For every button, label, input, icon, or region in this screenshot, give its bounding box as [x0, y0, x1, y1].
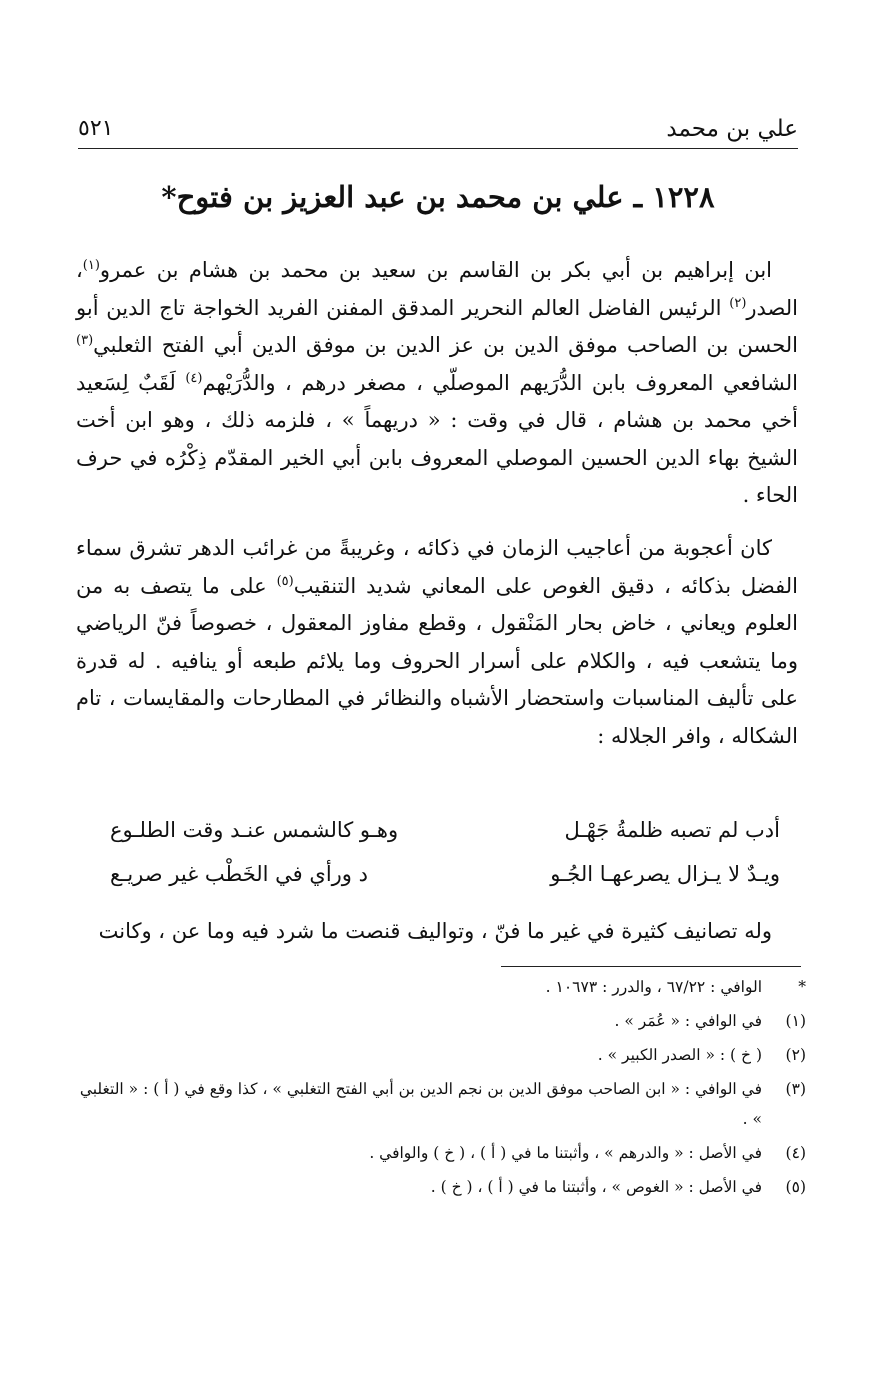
- footnote-ref-5: (٥): [276, 573, 294, 589]
- footnote-rule: [501, 966, 801, 967]
- paragraph-text: الرئيس الفاضل العالم النحرير المدقق المفنن الفريد الخواجة تاج الدين أبو الحسن بن الصاحب موفق الدين بن عز الدين بن موفق الدين أبي الفتح الثعلبي: [76, 295, 798, 357]
- footnote-ref-3: (٣): [76, 333, 94, 348]
- header-rule: [78, 148, 798, 149]
- footnote-mark: (٣): [785, 1080, 806, 1098]
- works-paragraph: [76, 913, 798, 951]
- footnote: [78, 1138, 806, 1168]
- paragraph-text: الشافعي المعروف بابن الدُّرَيهم الموصلّي ، مصغر درهم ، والدُّرَيْهم: [202, 370, 798, 395]
- poem-verse: [110, 808, 780, 852]
- footnote: [78, 1006, 806, 1036]
- footnote-ref-2: (٢): [729, 295, 747, 311]
- description-paragraph: [76, 530, 798, 755]
- footnote-mark: (٢): [785, 1046, 806, 1064]
- footnote-mark: (١): [785, 1012, 806, 1030]
- verse-first-hemistich: أدب لم تصبه ظلمةُ جَهْـل: [564, 818, 780, 842]
- footnote-text: ( خ ) : « الصدر الكبير » .: [597, 1046, 762, 1064]
- poem: [110, 808, 780, 896]
- footnote: [78, 1040, 806, 1070]
- paragraph-text: على ما يتصف به من العلوم ويعاني ، خاض بحار المَنْقول ، وقطع مفاوز المعقول ، خصوصاً فنّ الرياضي وما يتشعب فيه ، والكلام على أسرار الحروف وما يلائم طبعه أو ينافيه . له قدرة على تأليف المناسبات واستحضار الأشباه والنظائر في المطارحات والمقايسات ، تام الشكاله ، وافر الجلاله :: [76, 573, 798, 748]
- footnote-text: في الأصل : « الغوص » ، وأثبتنا ما في ( أ ) ، ( خ ) .: [430, 1178, 762, 1196]
- verse-second-hemistich: وهـو كالشمس عنـد وقت الطلـوع: [110, 818, 399, 842]
- biography-paragraph: [76, 252, 798, 515]
- footnote-mark: (٥): [785, 1178, 806, 1196]
- footnote-mark: *: [798, 978, 806, 996]
- footnote-text: في الوافي : « ابن الصاحب موفق الدين بن نجم الدين بن أبي الفتح التغلبي » ، كذا وقع في ( أ ) : « التغلبي » .: [79, 1080, 762, 1128]
- verse-first-hemistich: ويـدٌ لا يـزال يصرعهـا الجُـو: [550, 862, 780, 886]
- footnote-text: الوافي : ٦٧/٢٢ ، والدرر : ١٠٦٧٣ .: [545, 978, 762, 996]
- paragraph-text: ، الصدر: [76, 258, 798, 320]
- poem-verse: [110, 852, 780, 896]
- running-title: علي بن محمد: [666, 116, 798, 142]
- page-header: [78, 112, 798, 148]
- page-number: ٥٢١: [78, 116, 114, 141]
- paragraph-text: ابن إبراهيم بن أبي بكر بن القاسم بن سعيد بن محمد بن هشام بن عمرو: [99, 258, 772, 282]
- footnote: [78, 972, 806, 1002]
- footnotes: [78, 972, 806, 1206]
- footnote-text: في الأصل : « والدرهم » ، وأثبتنا ما في ( أ ) ، ( خ ) والوافي .: [369, 1144, 762, 1162]
- footnote-mark: (٤): [785, 1144, 806, 1162]
- footnote: [78, 1074, 806, 1134]
- paragraph-text: كان أعجوبة من أعاجيب الزمان في ذكائه ، وغريبةً من غرائب الدهر تشرق سماء الفضل بذكائه ، دقيق الغوص على المعاني شديد التنقيب: [76, 536, 798, 598]
- verse-second-hemistich: د ورأي في الخَطْب غير صريـع: [110, 862, 368, 886]
- paragraph-text: وله تصانيف كثيرة في غير ما فنّ ، وتواليف قنصت ما شرد فيه وما عن ، وكانت: [98, 919, 772, 943]
- footnote-ref-1: (١): [82, 258, 100, 273]
- footnote-text: في الوافي : « عُمَر » .: [614, 1012, 762, 1030]
- footnote-ref-4: (٤): [185, 370, 203, 386]
- footnote: [78, 1172, 806, 1202]
- paragraph-text: لَقَبٌ لِسَعيد أخي محمد بن هشام ، قال في وقت : « دريهماً » ، فلزمه ذلك ، وهو ابن أخت الشيخ بهاء الدين الحسين الموصلي المعروف بابن أبي الخير المقدّم ذِكْرُه في حرف الحاء .: [76, 370, 798, 507]
- entry-title: ١٢٢٨ ـ علي بن محمد بن عبد العزيز بن فتوح*: [161, 180, 715, 214]
